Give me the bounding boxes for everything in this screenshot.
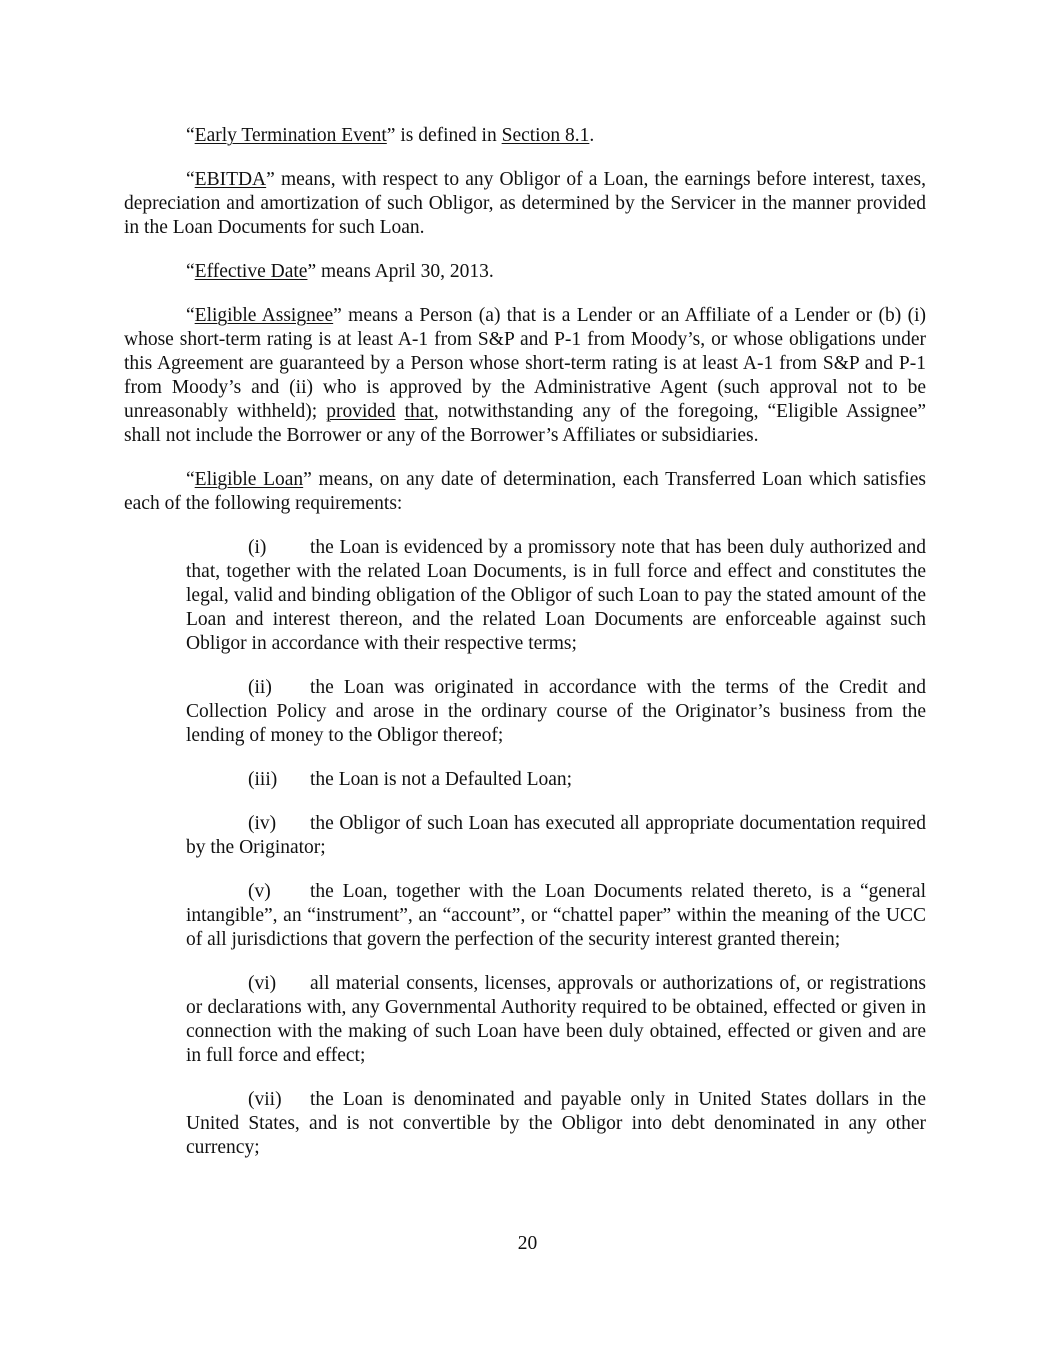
open-quote: “ [186,305,195,326]
requirement-item [186,536,926,656]
item-text: the Loan is evidenced by a promissory note that has been duly authorized and that, together with the related Loan Documents, is in full force and effect and constitutes the legal, valid and binding obligation of the Obligor of such Loan to pay the stated amount of the Loan and interest thereon, and the related Loan Documents are enforceable against such Obligor in accordance with their respective terms; [186,537,926,654]
defined-term: Early Termination Event [194,125,387,146]
section-reference: Section 8.1 [501,125,590,146]
definition-ebitda [124,168,926,240]
defined-term: Effective Date [194,261,308,282]
open-quote: “ [186,469,195,490]
item-number: (iv) [248,813,277,834]
requirement-item [186,812,926,860]
definition-text: ” means, with respect to any Obligor of a Loan, the earnings before interest, taxes, depreciation and amortization of such Obligor, as determined by the Servicer in the manner provided in the Loan Documents for such Loan. [124,169,926,238]
definition-text: ” means April 30, 2013. [307,261,494,282]
item-number: (vii) [248,1089,282,1110]
document-body [124,124,926,1180]
requirements-list [186,536,926,1160]
space [396,401,405,422]
definition-early-termination-event [124,124,926,148]
item-number: (iii) [248,769,278,790]
requirement-item [186,880,926,952]
open-quote: “ [186,261,195,282]
definition-text-continued: , notwithstanding any of the foregoing, “Eligible Assignee” shall not include the Borrower or any of the Borrower’s Affiliates or subsidiaries. [124,401,927,446]
definition-eligible-assignee [124,304,926,448]
that-term: that [404,401,434,422]
item-number: (vi) [248,973,277,994]
item-text: the Obligor of such Loan has executed all appropriate documentation required by the Originator; [186,813,926,858]
item-number: (ii) [248,677,272,698]
page-number: 20 [517,1233,538,1254]
item-text: the Loan is not a Defaulted Loan; [310,769,573,790]
item-number: (i) [248,537,267,558]
requirement-item [186,676,926,748]
open-quote: “ [186,125,195,146]
definition-text: ” means, on any date of determination, each Transferred Loan which satisfies each of the following requirements: [124,469,926,514]
item-text: the Loan, together with the Loan Documents related thereto, is a “general intangible”, an “instrument”, an “account”, or “chattel paper” within the meaning of the UCC of all jurisdictions that govern the perfection of the security interest granted therein; [186,881,926,950]
defined-term: Eligible Loan [194,469,304,490]
open-quote: “ [186,169,195,190]
item-number: (v) [248,881,271,902]
item-text: the Loan is denominated and payable only in United States dollars in the United States, and is not convertible by the Obligor into debt denominated in any other currency; [186,1089,926,1158]
definition-effective-date [124,260,926,284]
item-text: the Loan was originated in accordance with the terms of the Credit and Collection Policy and arose in the ordinary course of the Originator’s business from the lending of money to the Obligor thereof; [186,677,926,746]
defined-term: Eligible Assignee [194,305,334,326]
definition-text: ” is defined in [386,125,502,146]
definition-end: . [589,125,595,146]
definition-eligible-loan [124,468,926,516]
defined-term: EBITDA [194,169,267,190]
provided-term: provided [326,401,396,422]
requirement-item [186,972,926,1068]
requirement-item [186,768,926,792]
item-text: all material consents, licenses, approvals or authorizations of, or registrations or declarations with, any Governmental Authority required to be obtained, effected or given in connection with the making of such Loan have been duly obtained, effected or given and are in full force and effect; [186,973,926,1066]
definition-text: ” means a Person (a) that is a Lender or an Affiliate of a Lender or (b) (i) whose short-term rating is at least A-1 from S&P and P-1 from Moody’s, or whose obligations under this Agreement are guaranteed by a Person whose short-term rating is at least A-1 from S&P and P-1 from Moody’s and (ii) who is approved by the Administrative Agent (such approval not to be unreasonably withheld); [124,305,926,422]
requirement-item [186,1088,926,1160]
